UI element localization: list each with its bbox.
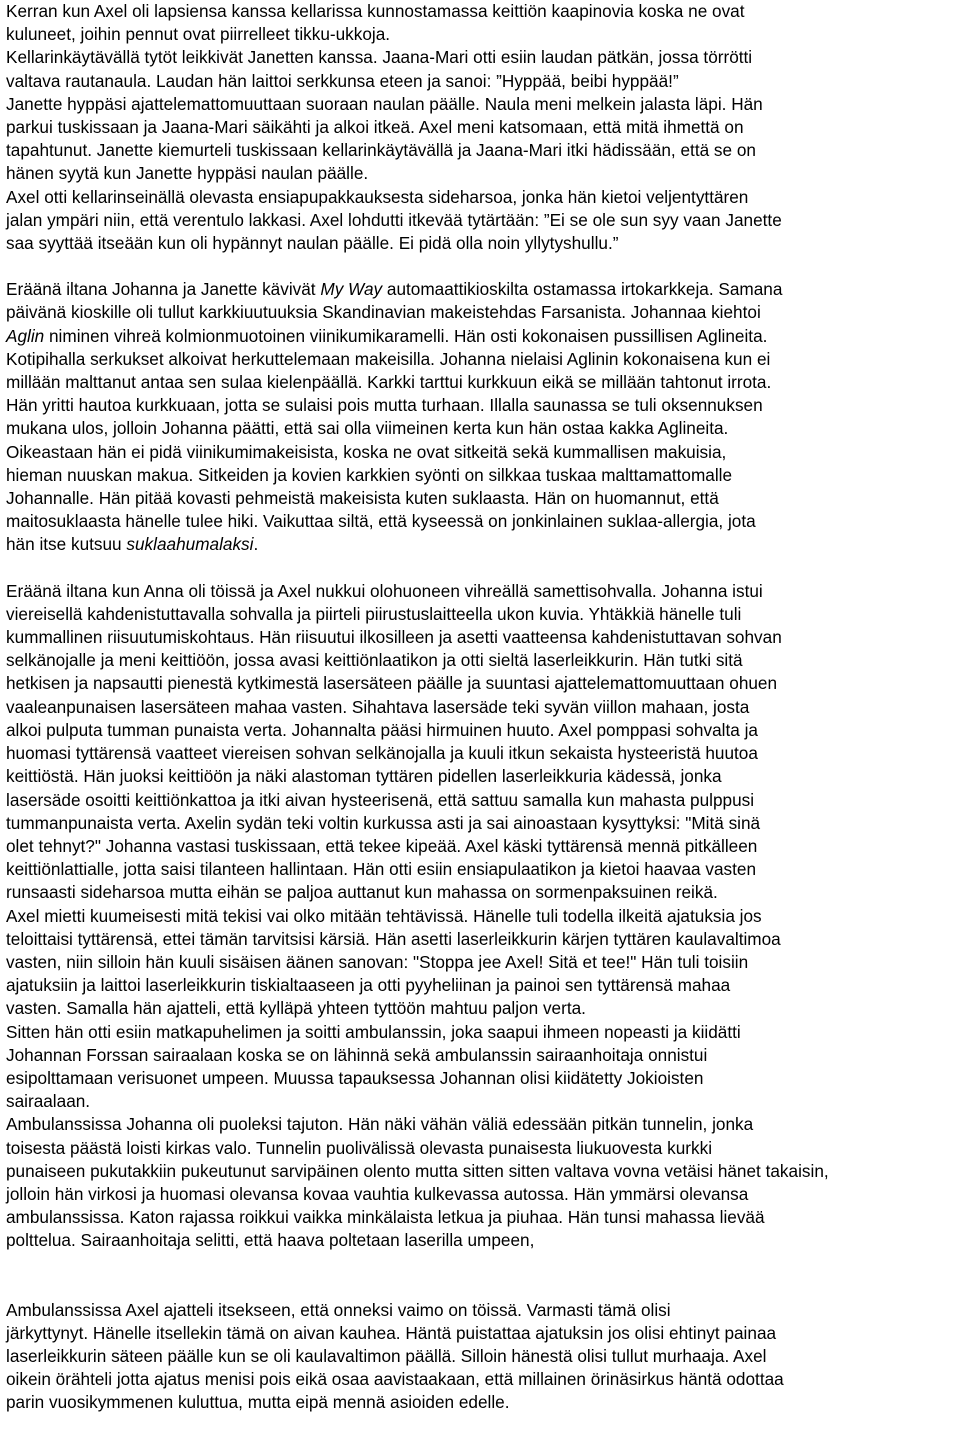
- text-line: laserleikkurin säteen päälle kun se oli kaulavaltimon päällä. Silloin hänestä olisi tullut murhaaja. Axel: [6, 1345, 767, 1366]
- product-name: Aglin: [6, 325, 45, 346]
- text-line: toisesta päästä loisti kirkas valo. Tunnelin puolivälissä olevasta punaisesta liukuovesta kurkki: [6, 1137, 713, 1158]
- text-line: Axel otti kellarinseinällä olevasta ensiapupakkauksesta sideharsoa, jonka hän kietoi veljentyttären: [6, 186, 749, 207]
- text-line: Kerran kun Axel oli lapsiensa kanssa kellarissa kunnostamassa keittiön kaapinovia koska ne ovat: [6, 1, 745, 21]
- brand-name: My Way: [320, 279, 383, 300]
- text-line: tapahtunut. Janette kiemurteli tuskissaan kellarinkäytävällä ja Jaana-Mari itki hädissään, että se on: [6, 140, 756, 161]
- text-line: parkui tuskissaan ja Jaana-Mari säikähti ja alkoi itkeä. Axel meni katsomaan, että mitä ihmettä on: [6, 117, 744, 138]
- text-line: saa syyttää itseään kun oli hypännyt naulan päälle. Ei pidä olla noin yllytyshullu.”: [6, 233, 619, 254]
- text-line: Janette hyppäsi ajattelemattomuuttaan suoraan naulan päälle. Naula meni melkein jalasta läpi. Hän: [6, 93, 763, 114]
- text-line: Kotipihalla serkukset alkoivat herkuttelemaan makeisilla. Johanna nielaisi Aglinin kokonaisena kun ei: [6, 348, 771, 369]
- text-line: päivänä kioskille oli tullut karkkiuutuuksia Skandinavian makeistehdas Farsanista. Johannaa kiehtoi: [6, 302, 761, 323]
- text-line: [6, 533, 954, 556]
- paragraph-3: [6, 580, 954, 1253]
- text-line: lasersäde osoitti keittiönkattoa ja itki aivan hysteerisenä, että sattuu samalla kun mahasta pulppusi: [6, 789, 755, 810]
- text-line: oikein örähteli jotta ajatus menisi pois eikä osaa aavistaakaan, että millainen örinäsirkus häntä odottaa: [6, 1369, 784, 1390]
- text-line: Ambulanssissa Johanna oli puoleksi tajuton. Hän näki vähän väliä edessään pitkän tunnelin, jonka: [6, 1114, 754, 1135]
- text-line: selkänojalle ja meni keittiöön, jossa avasi keittiönlaatikon ja otti sieltä laserleikkurin. Hän tutki sitä: [6, 650, 743, 671]
- text-span: .: [253, 534, 259, 555]
- text-span: automaattikioskilta ostamassa irtokarkkeja. Samana: [382, 279, 783, 300]
- text-line: alkoi pulputa tumman punaista verta. Johannalta pääsi hirmuinen huuto. Axel pomppasi sohvalta ja: [6, 719, 758, 740]
- text-line: Kellarinkäytävällä tytöt leikkivät Janetten kanssa. Jaana-Mari otti esiin laudan pätkän, jossa törrötti: [6, 47, 753, 68]
- text-line: Eräänä iltana kun Anna oli töissä ja Axel nukkui olohuoneen vihreällä samettisohvalla. Johanna istui: [6, 580, 763, 601]
- paragraph-2: [6, 278, 954, 556]
- text-line: sairaalaan.: [6, 1091, 91, 1112]
- text-line: [6, 325, 954, 348]
- text-line: Axel mietti kuumeisesti mitä tekisi vai olko mitään tehtävissä. Hänelle tuli todella ilkeitä ajatuksia jos: [6, 905, 762, 926]
- text-line: hieman nuuskan makua. Sitkeiden ja kovien karkkien syönti on silkkaa tuskaa malttamattomalle: [6, 464, 733, 485]
- text-line: valtava rautanaula. Laudan hän laittoi serkkunsa eteen ja sanoi: ”Hyppää, beibi hyppää!”: [6, 70, 679, 91]
- text-line: olet tehnyt?" Johanna vastasi tuskissaan, että tekee kipeää. Axel käski tyttärensä mennä pitkälleen: [6, 835, 758, 856]
- text-span: Eräänä iltana Johanna ja Janette kävivät: [6, 279, 321, 300]
- paragraph-4: [6, 1299, 954, 1415]
- text-line: punaiseen pukutakkiin pukeutunut sarvipäinen olento mutta sitten sitten valtava vovna vetäisi hänet takaisin,: [6, 1160, 829, 1181]
- text-line: Oikeastaan hän ei pidä viinikumimakeisista, koska ne ovat sitkeitä sekä kummallisen makuisia,: [6, 441, 727, 462]
- text-line: [6, 278, 954, 301]
- text-line: kuluneet, joihin pennut ovat piirrelleet tikku-ukkoja.: [6, 24, 391, 45]
- text-span: niminen vihreä kolmionmuotoinen viinikumikaramelli. Hän osti kokonaisen pussillisen Aglineita.: [44, 325, 768, 346]
- text-line: vaaleanpunaisen lasersäteen mahaa vasten. Sihahtava lasersäde teki syvän viillon mahaan, josta: [6, 696, 750, 717]
- text-line: polttelua. Sairaanhoitaja selitti, että haava poltetaan laserilla umpeen,: [6, 1230, 535, 1251]
- text-span: hän itse kutsuu: [6, 534, 127, 555]
- text-line: hetkisen ja napsautti pienestä kytkimestä lasersäteen päälle ja suuntasi ajattelemattomuuttaan ohuen: [6, 673, 778, 694]
- text-line: millään malttanut antaa sen sulaa kielenpäällä. Karkki tarttui kurkkuun eikä se millään tahtonut irrota.: [6, 372, 772, 393]
- term: suklaahumalaksi: [126, 534, 254, 555]
- paragraph-1: [6, 0, 954, 255]
- text-line: jolloin hän virkosi ja huomasi olevansa kovaa vauhtia kulkevassa autossa. Hän ymmärsi olevansa: [6, 1183, 749, 1204]
- text-line: hänen syytä kun Janette hyppäsi naulan päälle.: [6, 163, 369, 184]
- text-line: esipolttamaan verisuonet umpeen. Muussa tapauksessa Johannan olisi kiidätetty Jokioisten: [6, 1067, 704, 1088]
- text-line: kummallinen riisuutumiskohtaus. Hän riisuutui ilkosilleen ja asetti vaatteensa kahdenistuttavan sohvan: [6, 627, 782, 648]
- text-line: vasten, niin silloin hän kuuli sisäisen äänen sanovan: "Stoppa jee Axel! Sitä et tee!" Hän tuli toisiin: [6, 951, 749, 972]
- text-line: tummanpunaista verta. Axelin sydän teki voltin kurkussa asti ja sai ainoastaan kysyttyksi: "Mitä sinä: [6, 812, 761, 833]
- text-line: ajatuksiin ja laittoi laserleikkurin tiskialtaaseen ja otti pyyheliinan ja painoi sen tyttärensä mahaa: [6, 975, 731, 996]
- text-line: maitosuklaasta hänelle tulee hiki. Vaikuttaa siltä, että kyseessä on jonkinlainen suklaa-allergia, jota: [6, 511, 756, 532]
- text-line: runsaasti sideharsoa mutta eihän se paljoa auttanut kun mahassa on sormenpaksuinen reikä.: [6, 882, 718, 903]
- text-line: Sitten hän otti esiin matkapuhelimen ja soitti ambulanssin, joka saapui ihmeen nopeasti ja kiidätti: [6, 1021, 741, 1042]
- text-line: viereisellä kahdenistuttavalla sohvalla ja piirteli piirustuslaitteella ukon kuvia. Yhtäkkiä hänelle tuli: [6, 603, 742, 624]
- text-line: keittiöstä. Hän juoksi keittiöön ja näki alastoman tyttären pidellen laserleikkuria kädessä, jonka: [6, 766, 722, 787]
- text-line: jalan ympäri niin, että verentulo lakkasi. Axel lohdutti itkevää tytärtään: ”Ei se ole sun syy vaan Janette: [6, 209, 782, 230]
- text-line: Johannalle. Hän pitää kovasti pehmeistä makeisista kuten suklaasta. Hän on huomannut, että: [6, 488, 719, 509]
- text-line: keittiönlattialle, jotta saisi tilanteen hallintaan. Hän otti esiin ensiapulaatikon ja kietoi haavaa vasten: [6, 859, 757, 880]
- text-line: parin vuosikymmenen kuluttua, mutta eipä mennä asioiden edelle.: [6, 1392, 510, 1413]
- text-line: ambulanssissa. Katon rajassa roikkui vaikka minkälaista letkua ja piuhaa. Hän tunsi mahassa lievää: [6, 1207, 765, 1228]
- text-line: mukana ulos, jolloin Johanna päätti, että sai olla viimeinen kerta kun hän ostaa kakka Aglineita.: [6, 418, 729, 439]
- text-line: järkyttynyt. Hänelle itsellekin tämä on aivan kauhea. Häntä puistattaa ajatuksin jos olisi ehtinyt painaa: [6, 1322, 777, 1343]
- text-line: teloittaisi tyttärensä, ettei tämän tarvitsisi kärsiä. Hän asetti laserleikkurin kärjen tyttären kaulavaltimoa: [6, 928, 781, 949]
- text-line: Johannan Forssan sairaalaan koska se on lähinnä sekä ambulanssin sairaanhoitaja onnistui: [6, 1044, 708, 1065]
- text-line: vasten. Samalla hän ajatteli, että kylläpä yhteen tyttöön mahtuu paljon verta.: [6, 998, 586, 1019]
- text-line: Ambulanssissa Axel ajatteli itsekseen, että onneksi vaimo on töissä. Varmasti tämä olisi: [6, 1299, 671, 1320]
- text-line: huomasi tyttärensä vaatteet viereisen sohvan selkänojalla ja kuuli itkun sekaista hysteeristä huutoa: [6, 743, 758, 764]
- text-line: Hän yritti hautoa kurkkuaan, jotta se sulaisi pois mutta turhaan. Illalla saunassa se tuli oksennuksen: [6, 395, 763, 416]
